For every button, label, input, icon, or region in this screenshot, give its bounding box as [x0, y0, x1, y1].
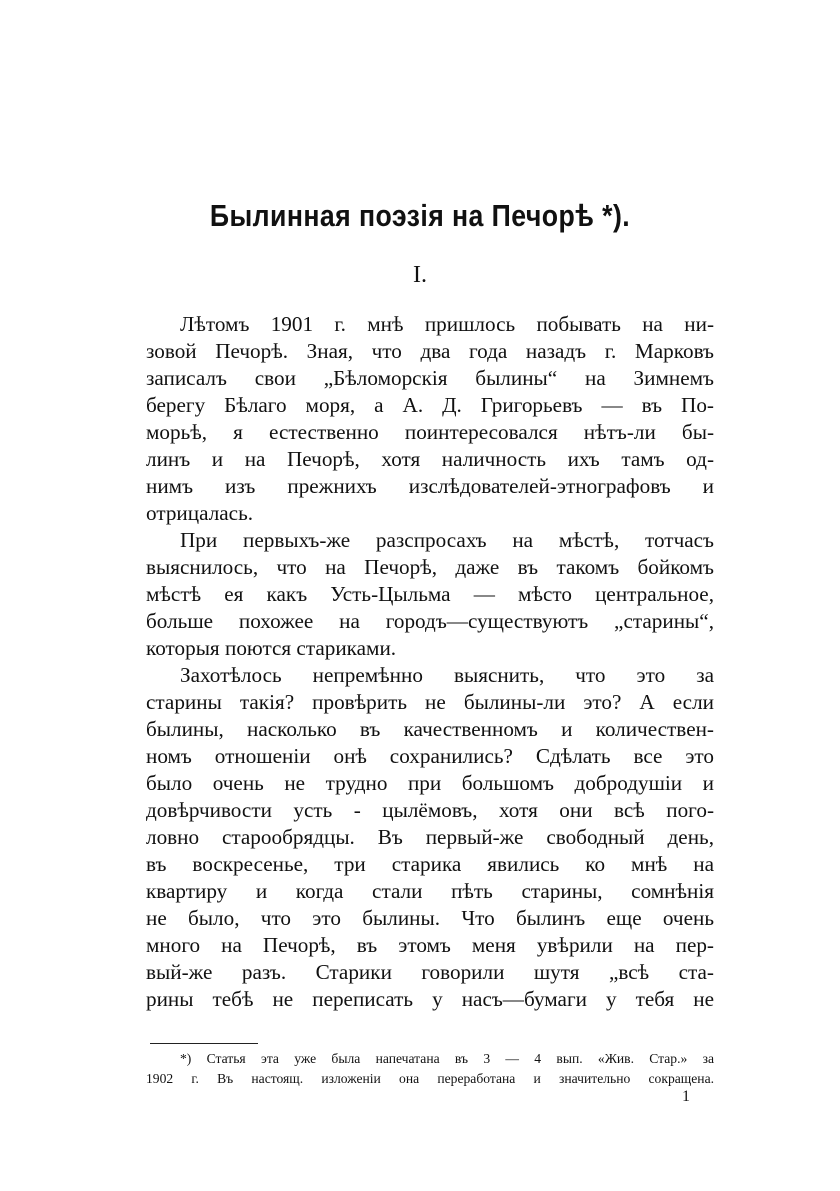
page-number: 1 [682, 1088, 690, 1105]
text-line: При первыхъ-же разспросахъ на мѣстѣ, тотчасъ [180, 528, 714, 552]
text-line: рины тебѣ не переписать у насъ—бумаги у тебя не [146, 987, 714, 1011]
text-line: больше похожее на городъ—существуютъ „старины“, [146, 609, 714, 633]
text-line: квартиру и когда стали пѣть старины, сомнѣнія [146, 879, 714, 903]
text-line: которыя поются стариками. [146, 636, 397, 660]
text-line: Захотѣлось непремѣнно выяснить, что это за [180, 663, 714, 687]
text-line: былины, насколько въ качественномъ и количествен- [146, 717, 714, 741]
text-line: отрицалась. [146, 501, 254, 525]
text-line: выяснилось, что на Печорѣ, даже въ такомъ бойкомъ [146, 555, 714, 579]
text-line: старины такія? провѣрить не былины-ли это? А если [146, 690, 714, 714]
text-line: много на Печорѣ, въ этомъ меня увѣрили на пер- [146, 933, 714, 957]
text-line: довѣрчивости усть - цылёмовъ, хотя они всѣ пого- [146, 798, 714, 822]
text-line: въ воскресенье, три старика явились ко мнѣ на [146, 852, 714, 876]
article-title: Былинная поэзія на Печорѣ *). [209, 198, 631, 233]
text-line: было очень не трудно при большомъ добродушіи и [146, 771, 714, 795]
footnote-line: *) Статья эта уже была напечатана въ 3 — 4 вып. «Жив. Стар.» за [180, 1051, 714, 1066]
text-line: нимъ изъ прежнихъ изслѣдователей-этнографовъ и [146, 474, 714, 498]
text-line: не было, что это былины. Что былинъ еще очень [146, 906, 714, 930]
text-line: морьѣ, я естественно поинтересовался нѣтъ-ли бы- [146, 420, 714, 444]
text-line: номъ отношеніи онѣ сохранились? Сдѣлать все это [146, 744, 714, 768]
text-line: ловно старообрядцы. Въ первый-же свободный день, [146, 825, 714, 849]
text-line: берегу Бѣлаго моря, а А. Д. Григорьевъ — въ По- [146, 393, 714, 417]
text-line: Лѣтомъ 1901 г. мнѣ пришлось побывать на ни- [180, 312, 714, 336]
text-line: зовой Печорѣ. Зная, что два года назадъ г. Марковъ [146, 339, 714, 363]
footnote-rule [150, 1043, 258, 1044]
text-line: мѣстѣ ея какъ Усть-Цыльма — мѣсто центральное, [146, 582, 714, 606]
text-line: линъ и на Печорѣ, хотя наличность ихъ тамъ од- [146, 447, 714, 471]
text-line: записалъ свои „Бѣломорскія былины“ на Зимнемъ [146, 366, 714, 390]
section-number: I. [413, 262, 427, 288]
footnote-line: 1902 г. Въ настоящ. изложеніи она переработана и значительно сокращена. [146, 1071, 714, 1086]
text-line: вый-же разъ. Старики говорили шутя „всѣ ста- [146, 960, 714, 984]
